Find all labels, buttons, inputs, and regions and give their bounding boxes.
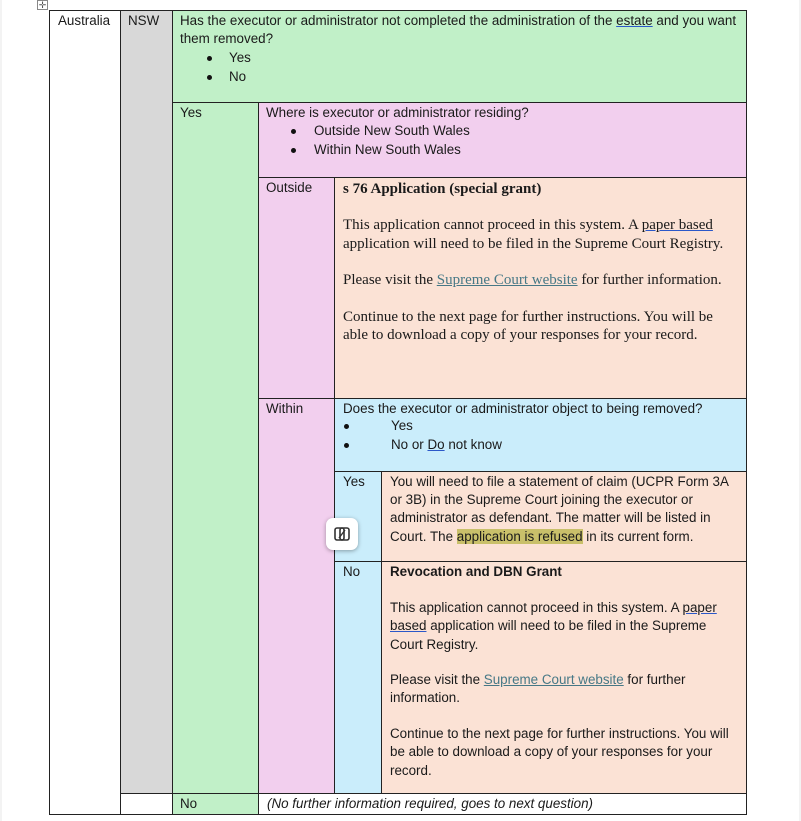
object-no-content-cell xyxy=(381,561,747,794)
object-no-para2: Please visit the Supreme Court website for further information. xyxy=(390,671,686,706)
residing-question: Where is executor or administrator residing? xyxy=(266,105,529,120)
last-no-label: No xyxy=(180,796,198,811)
object-yes-content-cell xyxy=(381,471,747,562)
bullet-icon xyxy=(344,424,349,429)
state-empty-cell xyxy=(120,793,173,815)
country-cell xyxy=(49,10,121,815)
outside-heading: s 76 Application (special grant) xyxy=(343,181,542,197)
last-text-cell xyxy=(258,793,747,815)
object-question: Does the executor or administrator object to being removed? xyxy=(343,401,703,416)
residing-question-cell xyxy=(258,102,747,178)
object-no-label-cell xyxy=(334,561,382,794)
outside-label-cell xyxy=(258,177,335,399)
object-option-no: No or Do not know xyxy=(391,437,502,452)
copilot-icon[interactable] xyxy=(326,518,358,550)
object-yes-text: You will need to file a statement of claim (UCPR Form 3A or 3B) in the Supreme Court joining the executor or administrator as defendant. The matter will be listed in Court. The application is refused in its current form. xyxy=(390,474,729,544)
highlighted-text: application is refused xyxy=(456,528,583,544)
object-no-para3: Continue to the next page for further instructions. You will be able to download a copy of your responses for your record. xyxy=(390,726,729,778)
last-text: (No further information required, goes to next question) xyxy=(267,796,594,811)
bullet-icon xyxy=(207,56,212,61)
supreme-court-link[interactable]: Supreme Court website xyxy=(436,272,578,289)
state-label: NSW xyxy=(128,13,160,28)
bullet-icon xyxy=(291,129,296,134)
object-option-yes: Yes xyxy=(391,418,413,433)
object-no-label: No xyxy=(343,564,361,579)
within-label-cell xyxy=(258,398,335,794)
bullet-icon xyxy=(207,75,212,80)
bullet-icon xyxy=(291,148,296,153)
object-no-heading: Revocation and DBN Grant xyxy=(390,564,562,579)
outside-label: Outside xyxy=(266,180,313,195)
outside-para3: Continue to the next page for further instructions. You will be able to download a copy of your responses for your record. xyxy=(343,308,713,344)
bullet-icon xyxy=(344,443,349,448)
last-no-label-cell xyxy=(172,793,259,815)
yes-column-cell xyxy=(172,102,259,794)
yes-label: Yes xyxy=(180,105,202,120)
estate-question-cell xyxy=(172,10,747,103)
document-page xyxy=(2,0,799,821)
estate-option-yes-label: Yes xyxy=(229,50,251,65)
estate-option-no-label: No xyxy=(229,69,247,84)
object-no-para1: This application cannot proceed in this system. A paper based application will need to be filed in the Supreme Court Registry. xyxy=(390,600,717,652)
estate-question: Has the executor or administrator not completed the administration of the estate and you want them removed? xyxy=(180,13,737,47)
object-yes-label: Yes xyxy=(343,474,365,489)
supreme-court-link[interactable]: Supreme Court website xyxy=(483,671,624,687)
object-question-cell xyxy=(334,398,747,472)
state-cell xyxy=(120,10,173,794)
outside-content-cell xyxy=(334,177,747,399)
within-label: Within xyxy=(266,401,304,416)
outside-para1: This application cannot proceed in this system. A paper based application will need to be filed in the Supreme Court Registry. xyxy=(343,217,724,252)
country-label: Australia xyxy=(58,13,111,28)
residing-option-within: Within New South Wales xyxy=(314,142,461,157)
move-table-icon[interactable]: ✛ xyxy=(38,0,47,10)
residing-option-outside: Outside New South Wales xyxy=(314,123,470,138)
outside-para2: Please visit the Supreme Court website for further information. xyxy=(343,272,722,289)
